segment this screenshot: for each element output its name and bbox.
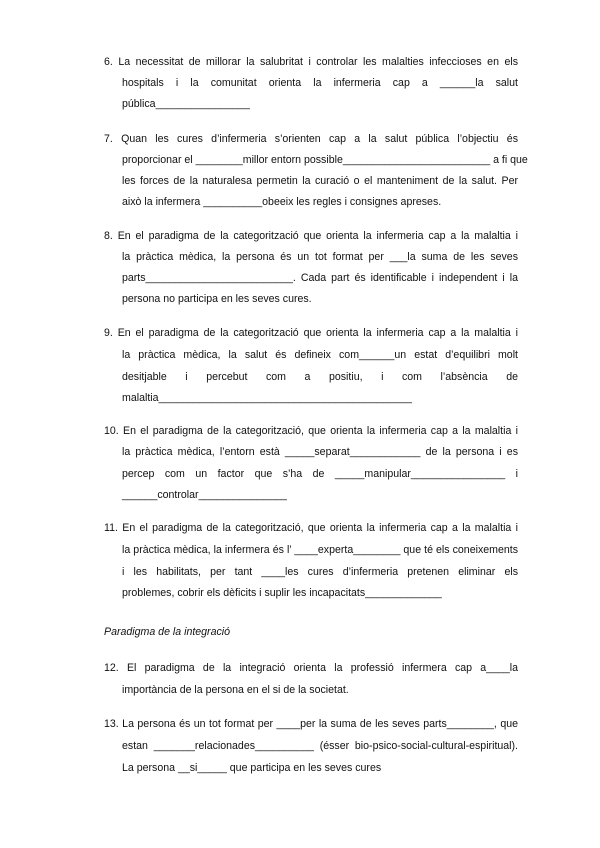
question-13-line-1: 13. La persona és un tot format per ____per la suma de les seves parts________, que — [104, 718, 518, 730]
question-11-line-2: la pràctica mèdica, la infermera és l’ ____experta________ que té els coneixements — [122, 544, 518, 556]
question-10-line-3: percep com un factor que s’ha de _____manipular________________ i — [122, 468, 518, 480]
question-7-line-3: les forces de la naturalesa permetin la curació o el manteniment de la salut. Per — [122, 175, 518, 187]
question-6-line-3: pública________________ — [122, 98, 250, 110]
question-11-line-3: i les habilitats, per tant ____les cures d’infermeria pretenen eliminar els — [122, 566, 518, 578]
question-11-line-4: problemes, cobrir els dèficits i suplir les incapacitats_____________ — [122, 587, 442, 599]
question-6-line-2: hospitals i la comunitat orienta la infermeria cap a ______la salut — [122, 77, 518, 89]
question-10-line-4: ______controlar_______________ — [122, 489, 287, 501]
question-9-line-4: malaltia___________________________________________ — [122, 392, 412, 404]
question-7-line-4: això la infermera __________obeeix les regles i consignes apreses. — [122, 196, 442, 208]
question-9-line-2: la pràctica mèdica, la salut és defineix com______un estat d’equilibri molt — [122, 349, 518, 361]
question-11-line-1: 11. En el paradigma de la categorització, que orienta la infermeria cap a la malaltia i — [104, 522, 518, 534]
question-10-line-2: la pràctica mèdica, l’entorn està _____separat____________ de la persona i es — [122, 446, 518, 458]
question-12-line-1: 12. El paradigma de la integració orienta la professió infermera cap a____la — [104, 662, 518, 674]
question-9-line-3: desitjable i percebut com a positiu, i com l’absència de — [122, 371, 518, 383]
question-9-line-1: 9. En el paradigma de la categorització que orienta la infermeria cap a la malaltia i — [104, 327, 518, 339]
question-7-line-1: 7. Quan les cures d’infermeria s’orienten cap a la salut pública l’objectiu és — [104, 133, 518, 145]
question-8-line-4: persona no participa en les seves cures. — [122, 293, 312, 305]
question-13-line-3: La persona __si_____ que participa en les seves cures — [122, 762, 382, 774]
question-8-line-3: parts_________________________. Cada part és identificable i independent i la — [122, 272, 518, 284]
question-7-line-2: proporcionar el ________millor entorn possible_________________________ a fi que — [122, 154, 528, 166]
question-12-line-2: importància de la persona en el si de la societat. — [122, 684, 349, 696]
section-heading: Paradigma de la integració — [104, 626, 231, 638]
question-8-line-2: la pràctica mèdica, la persona és un tot format per ___la suma de les seves — [122, 251, 518, 263]
question-8-line-1: 8. En el paradigma de la categorització que orienta la infermeria cap a la malaltia i — [104, 230, 518, 242]
question-10-line-1: 10. En el paradigma de la categorització, que orienta la infermeria cap a la malaltia i — [104, 425, 518, 437]
question-6-line-1: 6. La necessitat de millorar la salubritat i controlar les malalties infeccioses en els — [104, 56, 518, 68]
question-13-line-2: estan _______relacionades__________ (ésser bio-psico-social-cultural-espiritual). — [122, 740, 518, 752]
